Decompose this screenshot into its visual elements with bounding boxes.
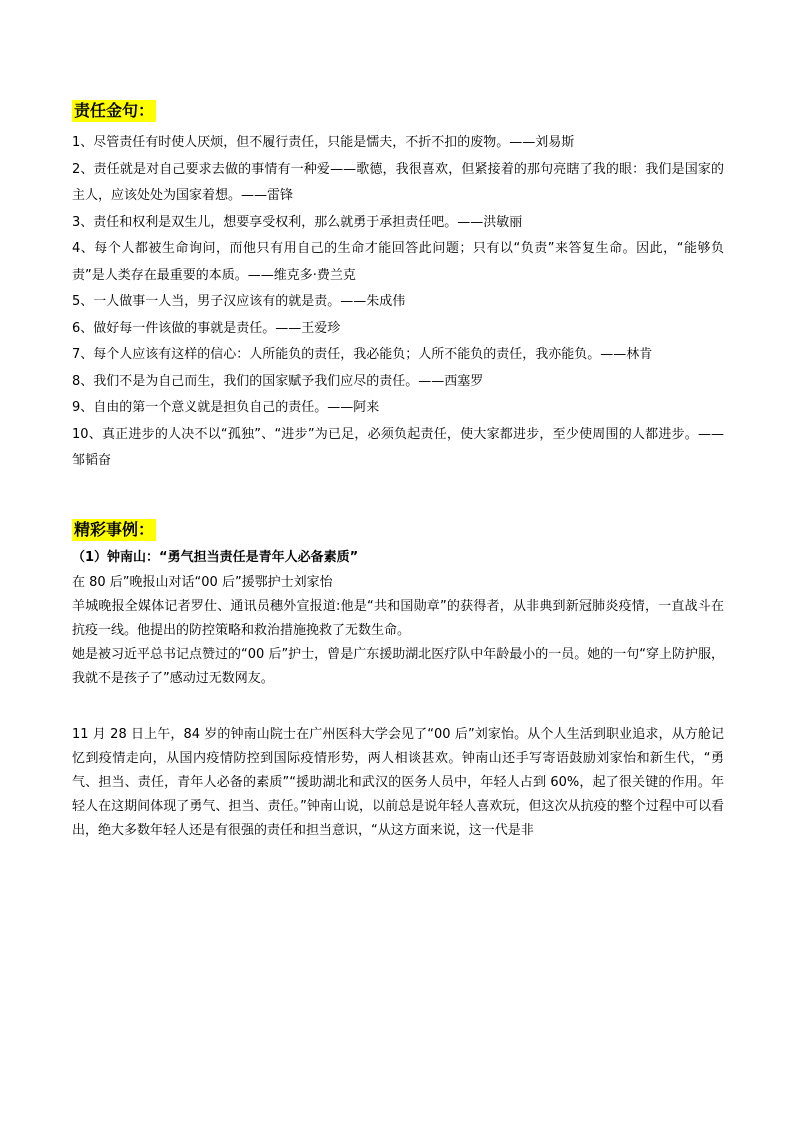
quote-item-2: 2、责任就是对自己要求去做的事情有一种爱——歌德，我很喜欢，但紧接着的那句亮瞎了我的眼：我们是国家的主人，应该处处为国家着想。——雷锋: [72, 161, 724, 203]
quote-item-9: 9、自由的第一个意义就是担负自己的责任。——阿来: [72, 400, 380, 415]
quote-list: [72, 130, 724, 475]
case-paragraph-3: 11 月 28 日上午，84 岁的钟南山院士在广州医科大学会见了“00 后”刘家怡。从个人生活到职业追求，从方舱记忆到疫情走向，从国内疫情防控到国际疫情形势，两人相谈甚欢。钟南山还手写寄语鼓励刘家怡和新生代，“勇气、担当、责任，青年人必备的素质”“援助湖北和武汉的医务人员中，年轻人占到 60%，起了很关键的作用。年轻人在这期间体现了勇气、担当、责任。”钟南山说，以前总是说年轻人喜欢玩，但这次从抗疫的整个过程中可以看出，绝大多数年轻人还是有很强的责任和担当意识，“从这方面来说，这一代是非: [72, 726, 724, 838]
case-subtitle: 在 80 后”晚报山对话“00 后”援鄂护士刘家怡: [72, 574, 333, 590]
case-title: （1）钟南山：“勇气担当责任是青年人必备素质”: [72, 549, 359, 565]
quote-item-10: 10、真正进步的人决不以“孤独”、“进步”为已足，必须负起责任，使大家都进步，至少使周围的人都进步。——邹韬奋: [72, 426, 724, 468]
quote-item-4: 4、每个人都被生命询问，而他只有用自己的生命才能回答此问题；只有以“负责”来答复生命。因此，“能够负责”是人类存在最重要的本质。——维克多·费兰克: [72, 241, 724, 283]
section-spacer: [72, 475, 724, 519]
section-title-cases: 精彩事例：: [74, 519, 155, 539]
quote-item-6: 6、做好每一件该做的事就是责任。——王爱珍: [72, 320, 341, 336]
quote-item-1: 1、尽管责任有时使人厌烦，但不履行责任，只能是懦夫，不折不扣的废物。——刘易斯: [72, 135, 575, 150]
paragraph-spacer: [72, 691, 724, 723]
section-title-quotes: 责任金句：: [74, 101, 155, 120]
document-page: [72, 100, 724, 843]
case-paragraph-2: 她是被习近平总书记点赞过的“00 后”护士，曾是广东援助湖北医疗队中年龄最小的一员。她的一句“穿上防护服，我就不是孩子了”感动过无数网友。: [72, 646, 724, 686]
quote-item-5: 5、一人做事一人当，男子汉应该有的就是责。——朱成伟: [72, 294, 406, 309]
quote-item-7: 7、每个人应该有这样的信心：人所能负的责任，我必能负；人所不能负的责任，我亦能负。——林肯: [72, 347, 653, 362]
quote-item-8: 8、我们不是为自己而生，我们的国家赋予我们应尽的责任。——西塞罗: [72, 373, 484, 389]
case-paragraph-1: 羊城晚报全媒体记者罗仕、通讯员穗外宣报道:他是“共和国勋章”的获得者，从非典到新冠肺炎疫情，一直战斗在抗疫一线。他提出的防控策略和救治措施挽救了无数生命。: [72, 598, 724, 638]
quote-item-3: 3、责任和权利是双生儿，想要享受权利，那么就勇于承担责任吧。——洪敏丽: [72, 214, 523, 230]
